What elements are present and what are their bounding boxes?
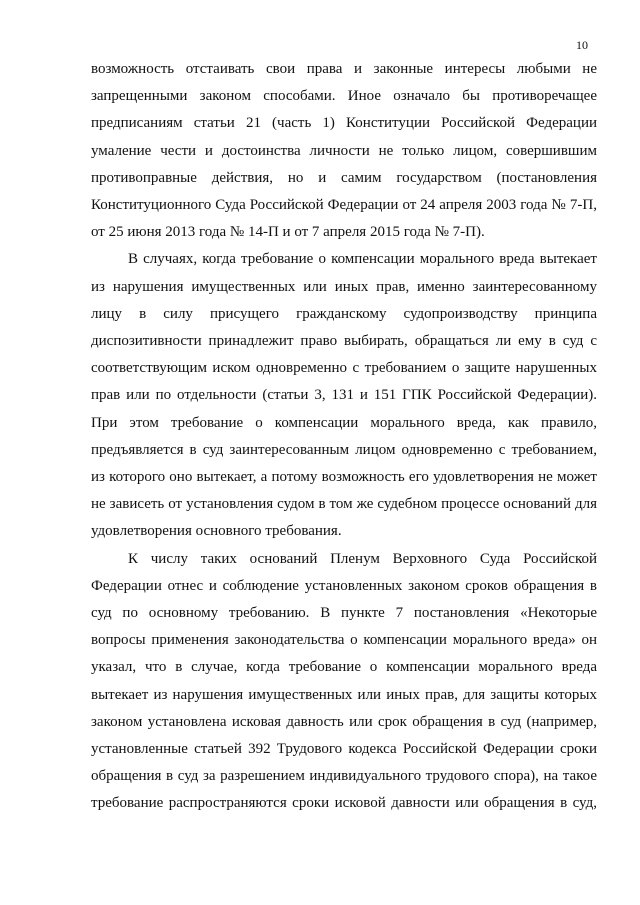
paragraph-continuation: возможность отстаивать свои права и законные интересы любыми не запрещенными законом способами. Иное означало бы противоречащее предписаниям статьи 21 (часть 1) Конституции Российской Федерации умаление чести и достоинства личности не только лицом, совершившим противоправные действия, но и самим государством (постановления Конституционного Суда Российской Федерации от 24 апреля 2003 года № 7-П, от 25 июня 2013 года № 14-П и от 7 апреля 2015 года № 7-П). [91, 61, 597, 241]
paragraph-moral-damage-claims: В случаях, когда требование о компенсации морального вреда вытекает из нарушения имущественных или иных прав, именно заинтересованному лицу в силу присущего гражданскому судопроизводству принципа диспозитивности принадлежит право выбирать, обращаться ли ему в суд с соответствующим иском одновременно с требованием о защите нарушенных прав или по отдельности (статьи 3, 131 и 151 ГПК Российской Федерации). При этом требование о компенсации морального вреда, как правило, предъявляется в суд заинтересованным лицом одновременно с требованием, из которого оно вытекает, а потому возможность его удовлетворения не может не зависеть от установления судом в том же судебном процессе оснований для удовлетворения основного требования. [91, 251, 597, 540]
document-body [91, 56, 597, 818]
page-number: 10 [576, 38, 588, 52]
paragraph-plenum-limitation-periods: К числу таких оснований Пленум Верховного Суда Российской Федерации отнес и соблюдение установленных законом сроков обращения в суд по основному требованию. В пункте 7 постановления «Некоторые вопросы применения законодательства о компенсации морального вреда» он указал, что в случае, когда требование о компенсации морального вреда вытекает из нарушения имущественных или иных прав, для защиты которых законом установлена исковая давность или срок обращения в суд (например, установленные статьей 392 Трудового кодекса Российской Федерации сроки обращения в суд за разрешением индивидуального трудового спора), на такое требование распространяются сроки исковой давности или обращения в суд, [91, 550, 597, 812]
